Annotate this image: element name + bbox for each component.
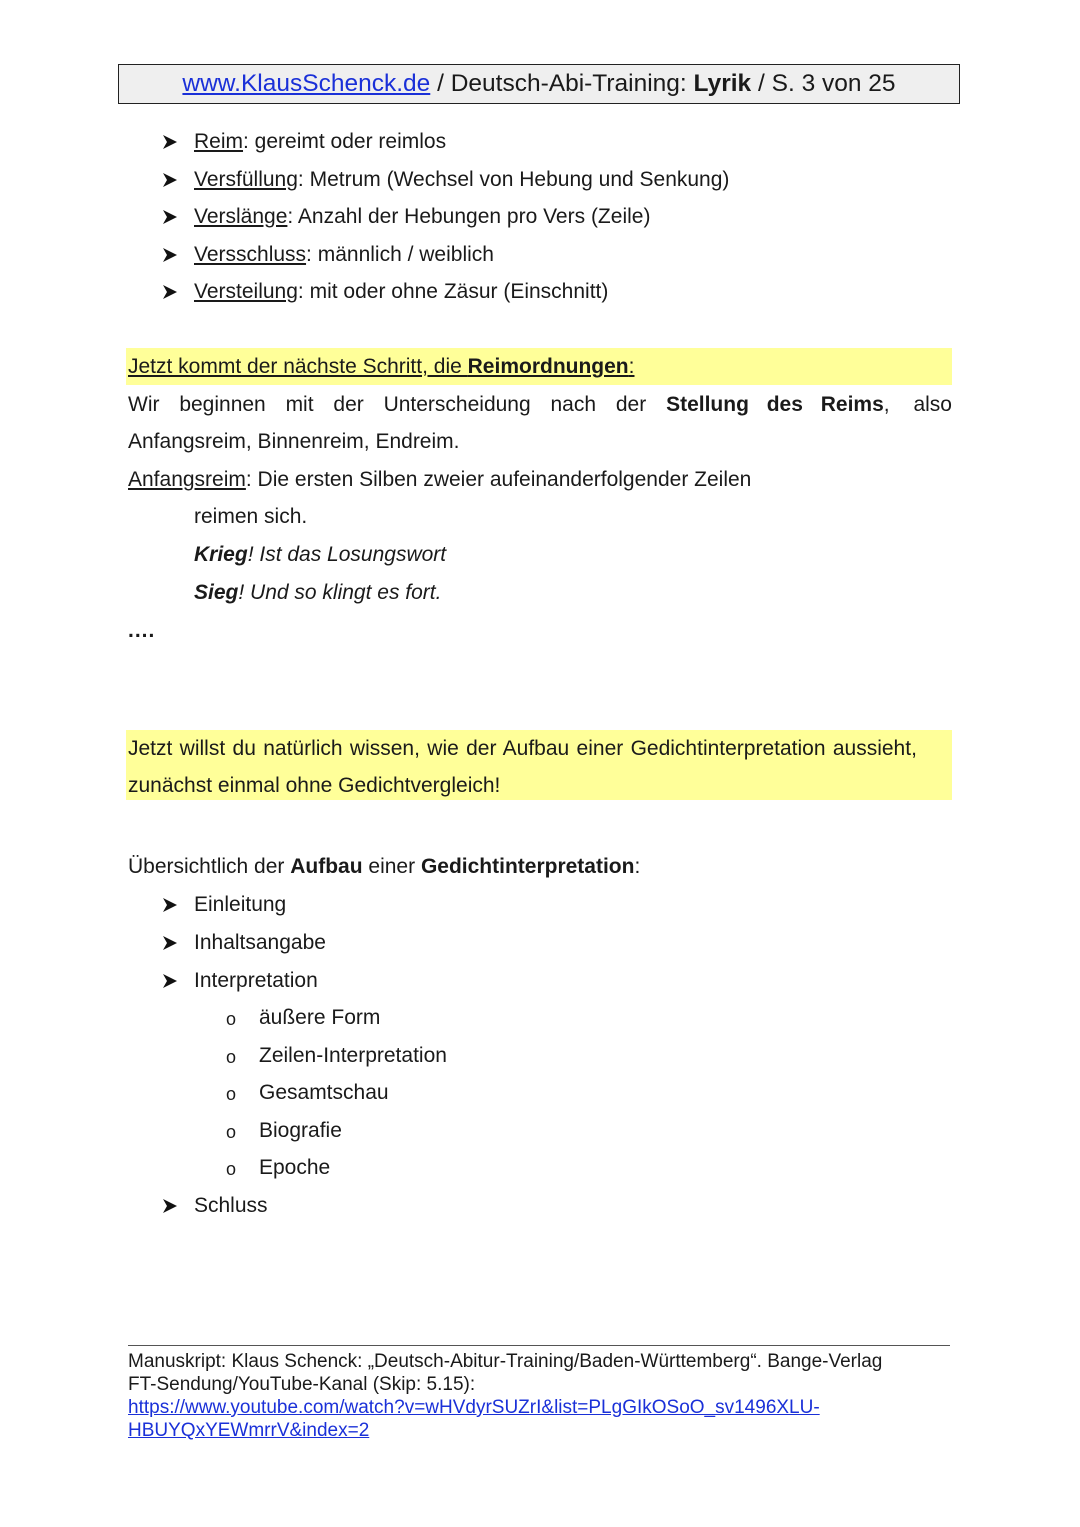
sub-list-item: Epoche [259,1156,331,1179]
list-item: Inhaltsangabe [194,931,326,954]
sub-list-item: Zeilen-Interpretation [259,1044,447,1067]
header-course: / Deutsch-Abi-Training: [430,70,694,97]
arrow-bullet-icon [162,209,178,225]
arrow-bullet-icon [162,247,178,263]
overview-heading: Übersichtlich der Aufbau einer Gedichtinterpretation: [128,855,641,878]
arrow-bullet-icon [162,284,178,300]
anfangsreim-definition-cont: reimen sich. [194,505,308,528]
reim-paragraph-line: Wir beginnen mit der Unterscheidung nach der Stellung des Reims, also [128,393,952,416]
footnote-line: Manuskript: Klaus Schenck: „Deutsch-Abitur-Training/Baden-Württemberg“. Bange-Verlag [128,1351,883,1372]
list-item: Versfüllung: Metrum (Wechsel von Hebung und Senkung) [194,168,730,191]
circle-bullet: o [226,1009,237,1029]
arrow-bullet-icon [162,897,178,913]
sub-list-item: Gesamtschau [259,1081,389,1104]
footnote-line: FT-Sendung/YouTube-Kanal (Skip: 5.15): [128,1374,476,1395]
site-link[interactable]: www.KlausSchenck.de [182,70,431,97]
ellipsis: .... [128,619,156,642]
arrow-bullet-icon [162,172,178,188]
list-item: Reim: gereimt oder reimlos [194,130,447,153]
footnote-url[interactable] [128,1396,820,1419]
list-item: Interpretation [194,969,318,992]
arrow-bullet-icon [162,973,178,989]
footnote-url[interactable] [128,1419,369,1442]
circle-bullet: o [226,1122,237,1142]
header-page: / S. 3 von 25 [751,70,896,97]
example-line: Krieg! Ist das Losungswort [194,543,447,566]
list-item: Versteilung: mit oder ohne Zäsur (Einschnitt) [194,280,609,303]
list-item: Einleitung [194,893,287,916]
aufbau-intro-line1: Jetzt willst du natürlich wissen, wie der Aufbau einer Gedichtinterpretation aussieht, [128,737,917,760]
sub-list-item: Biografie [259,1119,342,1142]
list-item: Versschluss: männlich / weiblich [194,243,494,266]
example-line: Sieg! Und so klingt es fort. [194,581,442,604]
circle-bullet: o [226,1084,237,1104]
reim-types: Anfangsreim, Binnenreim, Endreim. [128,430,460,453]
arrow-bullet-icon [162,134,178,150]
page-header [118,64,960,104]
list-item: Verslänge: Anzahl der Hebungen pro Vers (Zeile) [194,205,651,228]
youtube-link[interactable]: https://www.youtube.com/watch?v=wHVdyrSUZrI&list=PLgGIkOSoO_sv1496XLU- [128,1397,820,1418]
list-item: Schluss [194,1194,268,1217]
sub-list-item: äußere Form [259,1006,381,1029]
footnote-divider [128,1345,950,1346]
anfangsreim-definition: Anfangsreim: Die ersten Silben zweier aufeinanderfolgender Zeilen [128,468,752,491]
arrow-bullet-icon [162,935,178,951]
circle-bullet: o [226,1159,237,1179]
youtube-link-cont[interactable]: HBUYQxYEWmrrV&index=2 [128,1420,370,1441]
aufbau-intro-line2: zunächst einmal ohne Gedichtvergleich! [128,774,501,797]
header-topic: Lyrik [693,70,752,97]
reim-intro: Jetzt kommt der nächste Schritt, die Reimordnungen: [128,355,635,378]
arrow-bullet-icon [162,1198,178,1214]
circle-bullet: o [226,1047,237,1067]
